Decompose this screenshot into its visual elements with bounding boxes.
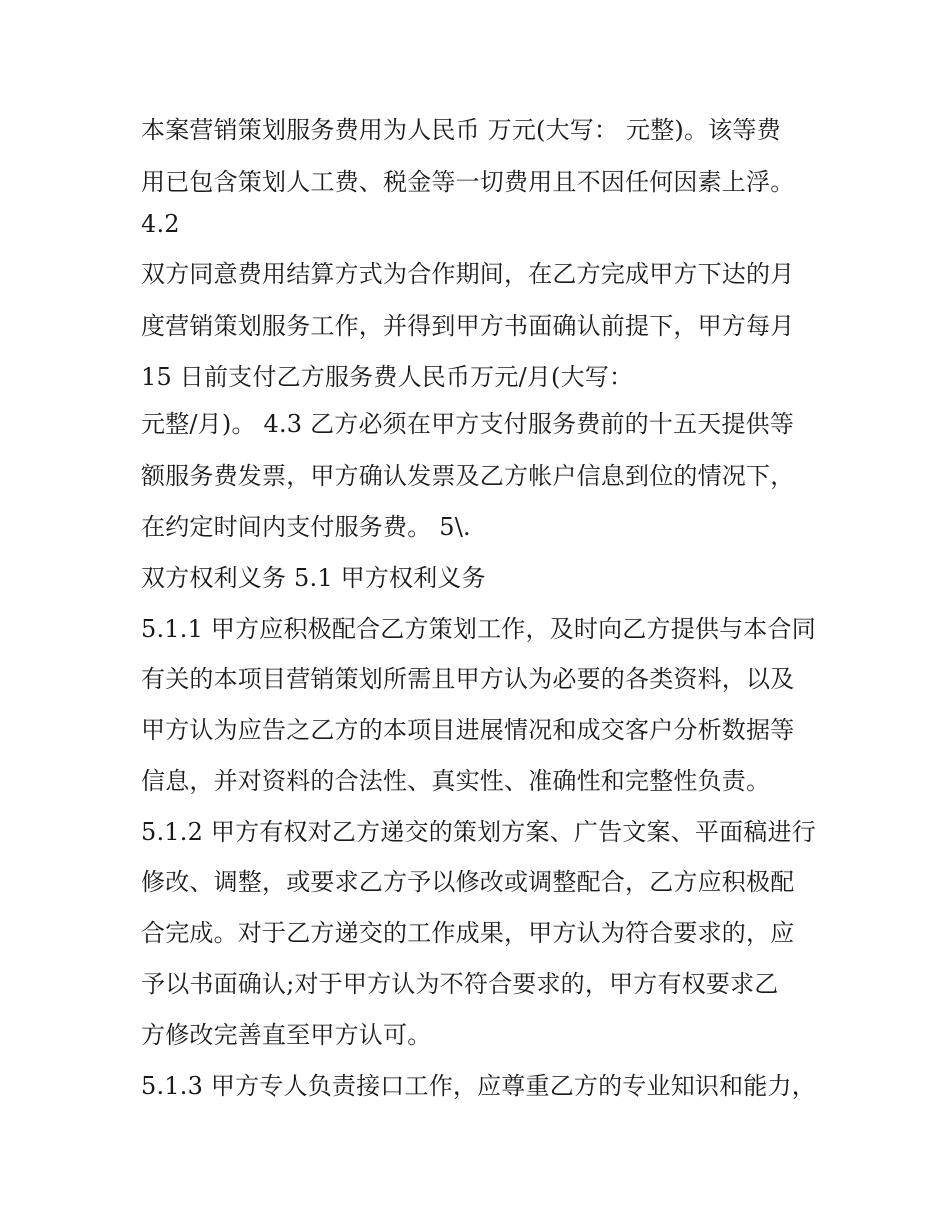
text-line: 修改、调整，或要求乙方予以修改或调整配合，乙方应积极配 (141, 868, 795, 896)
text-line: 元整/月)。 4.3 乙方必须在甲方支付服务费前的十五天提供等 (141, 410, 795, 438)
text-line: 双方权利义务 5.1 甲方权利义务 (141, 564, 486, 592)
text-line: 予以书面确认;对于甲方认为不符合要求的，甲方有权要求乙 (141, 970, 779, 998)
text-line: 4.2 (141, 210, 180, 238)
text-line: 本案营销策划服务费用为人民币 万元(大写： 元整)。该等费 (141, 116, 781, 144)
text-line: 合完成。对于乙方递交的工作成果，甲方认为符合要求的，应 (141, 919, 795, 947)
text-line: 甲方认为应告之乙方的本项目进展情况和成交客户分析数据等 (141, 716, 795, 744)
text-line: 双方同意费用结算方式为合作期间，在乙方完成甲方下达的月 (141, 260, 795, 288)
text-line: 信息，并对资料的合法性、真实性、准确性和完整性负责。 (141, 767, 771, 795)
text-line: 在约定时间内支付服务费。 5\. (141, 513, 471, 541)
text-line: 5.1.2 甲方有权对乙方递交的策划方案、广告文案、平面稿进行 (141, 818, 816, 846)
text-line: 额服务费发票，甲方确认发票及乙方帐户信息到位的情况下， (141, 462, 795, 490)
text-line: 15 日前支付乙方服务费人民币万元/月(大写： (141, 363, 634, 391)
text-line: 用已包含策划人工费、税金等一切费用且不因任何因素上浮。 (141, 168, 795, 196)
text-line: 有关的本项目营销策划所需且甲方认为必要的各类资料，以及 (141, 665, 795, 693)
text-line: 度营销策划服务工作，并得到甲方书面确认前提下，甲方每月 (141, 312, 795, 340)
text-line: 5.1.1 甲方应积极配合乙方策划工作，及时向乙方提供与本合同 (141, 615, 816, 643)
text-line: 5.1.3 甲方专人负责接口工作，应尊重乙方的专业知识和能力， (141, 1072, 816, 1100)
text-line: 方修改完善直至甲方认可。 (141, 1021, 432, 1049)
